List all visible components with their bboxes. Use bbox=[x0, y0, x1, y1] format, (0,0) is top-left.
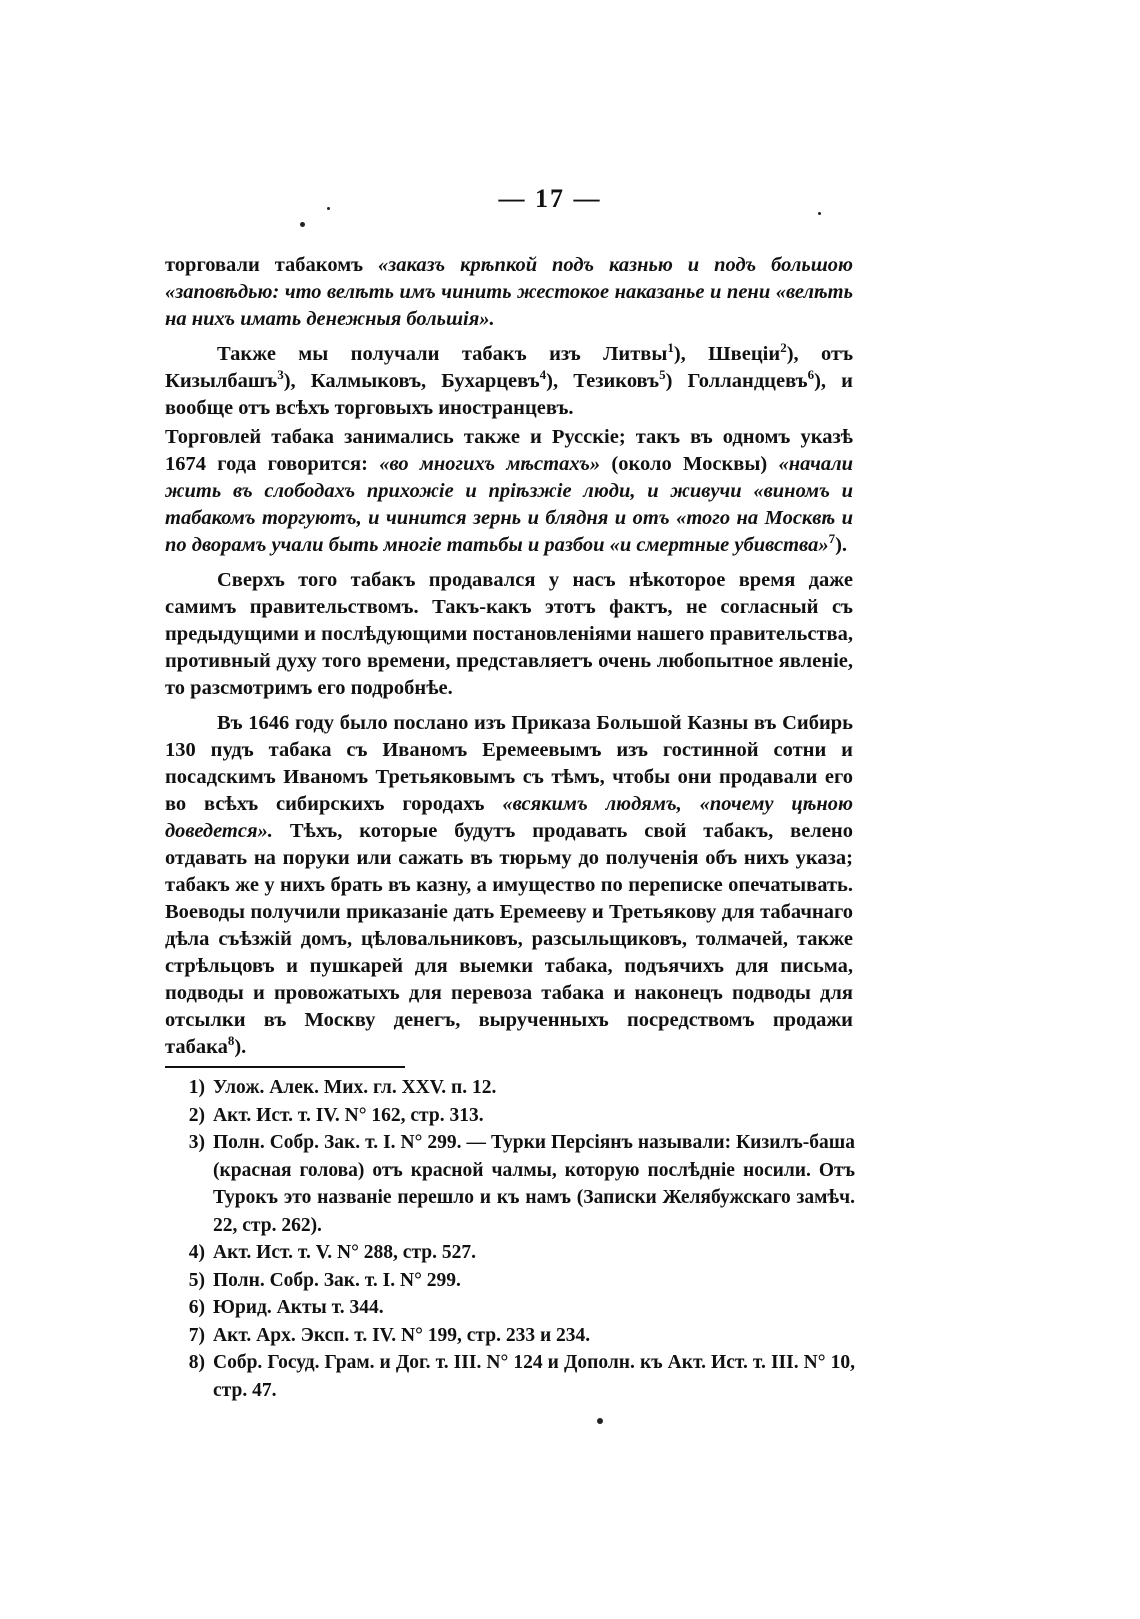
footnote-mark: 8) bbox=[188, 1352, 205, 1373]
text-run: ), Тезиковъ bbox=[546, 370, 660, 392]
footnote-ref: 8 bbox=[227, 1033, 235, 1049]
footnote-6 bbox=[175, 1294, 855, 1322]
footnote-text: Полн. Собр. Зак. т. I. N° 299. bbox=[213, 1269, 461, 1291]
text-run: ), Калмыковъ, Бухарцевъ bbox=[283, 370, 540, 392]
footnote-8 bbox=[175, 1349, 855, 1404]
footnote-divider bbox=[165, 1066, 405, 1068]
text-run: ), Швеціи bbox=[673, 343, 781, 365]
italic-quote: «всякимъ людямъ, «почему цѣною доведется». bbox=[165, 793, 853, 842]
footnote-ref: 7 bbox=[828, 531, 836, 547]
footnote-text: Юрид. Акты т. 344. bbox=[213, 1297, 384, 1318]
body-text bbox=[165, 252, 853, 1061]
footnote-3 bbox=[175, 1129, 855, 1239]
paragraph-2 bbox=[165, 341, 853, 422]
footnote-text: Улож. Алек. Мих. гл. XXV. п. 12. bbox=[213, 1077, 497, 1098]
footnote-text: Акт. Ист. т. V. N° 288, стр. 527. bbox=[213, 1242, 476, 1263]
footnote-text: Акт. Арх. Эксп. т. IV. N° 199, стр. 233 и 234. bbox=[213, 1324, 591, 1346]
footnote-ref: 2 bbox=[780, 340, 787, 356]
footnote-4 bbox=[175, 1239, 855, 1267]
paragraph-1 bbox=[165, 252, 853, 333]
footnote-ref: 1 bbox=[667, 340, 674, 356]
footnote-mark: 7) bbox=[188, 1324, 205, 1346]
text-run: ), и вообще отъ всѣхъ торговыхъ иностранцевъ. bbox=[165, 370, 853, 419]
footnote-mark: 2) bbox=[188, 1104, 205, 1126]
footnote-mark: 5) bbox=[188, 1269, 205, 1291]
paragraph-3 bbox=[165, 424, 853, 559]
paragraph-5 bbox=[165, 710, 853, 1061]
paragraph-4 bbox=[165, 567, 853, 702]
footnote-text: Полн. Собр. Зак. т. I. N° 299. — Турки Персіянъ называли: Кизилъ-баша (красная голова) отъ красной чалмы, которую послѣдніе носили. Отъ Турокъ это названіе перешло и къ намъ (Записки Желябужскаго замѣч. 22, стр. 262). bbox=[213, 1132, 855, 1236]
scan-speck bbox=[300, 222, 305, 227]
italic-quote: «заказъ крѣпкой подъ казнью и подъ большою «заповѣдью: что велѣть имъ чинить жестокое наказанье и пени «велѣть на нихъ имать денежныя большія». bbox=[165, 254, 853, 330]
text-run: Сверхъ того табакъ продавался у насъ нѣкоторое время даже самимъ правительствомъ. Такъ-какъ этотъ фактъ, не согласный съ предыдущими и послѣдующими постановленіями нашего правительства, противный духу того времени, представляетъ очень любопытное явленіе, то разсмотримъ его подробнѣе. bbox=[165, 569, 853, 699]
footnote-mark: 1) bbox=[188, 1077, 205, 1098]
text-run: Также мы получали табакъ изъ Литвы bbox=[217, 343, 668, 365]
footnote-mark: 6) bbox=[188, 1297, 205, 1318]
footnote-1 bbox=[175, 1074, 855, 1102]
scan-speck bbox=[327, 207, 330, 210]
text-run: торговали табакомъ bbox=[165, 254, 379, 276]
footnote-7 bbox=[175, 1322, 855, 1350]
text-run: ) Голландцевъ bbox=[665, 370, 808, 392]
footnote-2 bbox=[175, 1102, 855, 1130]
italic-quote: «начали жить въ слободахъ прихожіе и пріѣзжіе люди, и живучи «виномъ и табакомъ торгуютъ, и чинится зернь и блядня и отъ «того на Москвѣ и по дворамъ учали быть многіе татьбы и разбои «и смертные убивства» bbox=[165, 453, 853, 556]
footnote-ref: 5 bbox=[659, 367, 666, 383]
italic-quote: «во многихъ мѣстахъ» bbox=[379, 453, 601, 475]
footnote-ref: 3 bbox=[277, 367, 284, 383]
text-run: ). bbox=[835, 534, 848, 556]
footnote-text: Собр. Госуд. Грам. и Дог. т. III. N° 124 и Дополн. къ Акт. Ист. т. III. N° 10, стр. 47. bbox=[213, 1352, 855, 1401]
text-run: (около Москвы) bbox=[600, 453, 779, 475]
scan-speck bbox=[597, 1418, 603, 1424]
footnotes bbox=[175, 1074, 855, 1404]
scan-speck bbox=[818, 212, 821, 215]
footnote-5 bbox=[175, 1267, 855, 1295]
page-number: — 17 — bbox=[498, 184, 602, 213]
text-run: ), отъ Кизылбашъ bbox=[165, 343, 854, 392]
footnote-ref: 6 bbox=[807, 367, 815, 383]
text-run: Тѣхъ, которые будутъ продавать свой табакъ, велено отдавать на поруки или сажать въ тюрьму до полученія объ нихъ указа; табакъ же у нихъ брать въ казну, а имущество по переписке опечатывать. Воеводы получили приказаніе дать Еремееву и Третьякову для табачнаго дѣла съѣзжій домъ, цѣловальниковъ, разсыльщиковъ, толмачей, также стрѣльцовъ и пушкарей для выемки табака, подъячихъ для письма, подводы и провожатыхъ для перевоза табака и наконецъ подводы для отсылки въ Москву денегъ, вырученныхъ посредствомъ продажи табака bbox=[165, 820, 853, 1058]
footnote-ref: 4 bbox=[539, 367, 547, 383]
footnote-mark: 3) bbox=[188, 1132, 205, 1153]
text-run: Торговлей табака занимались также и Русскіе; такъ въ одномъ указѣ 1674 года говорится: bbox=[165, 426, 853, 475]
footnote-text: Акт. Ист. т. IV. N° 162, стр. 313. bbox=[213, 1104, 484, 1126]
text-run: Въ 1646 году было послано изъ Приказа Большой Казны въ Сибирь 130 пудъ табака съ Иваномъ Еремеевымъ изъ гостинной сотни и посадскимъ Иваномъ Третьяковымъ съ тѣмъ, чтобы они продавали его во всѣхъ сибирскихъ городахъ bbox=[165, 712, 853, 815]
text-run: ). bbox=[234, 1036, 247, 1058]
footnote-mark: 4) bbox=[188, 1242, 205, 1263]
